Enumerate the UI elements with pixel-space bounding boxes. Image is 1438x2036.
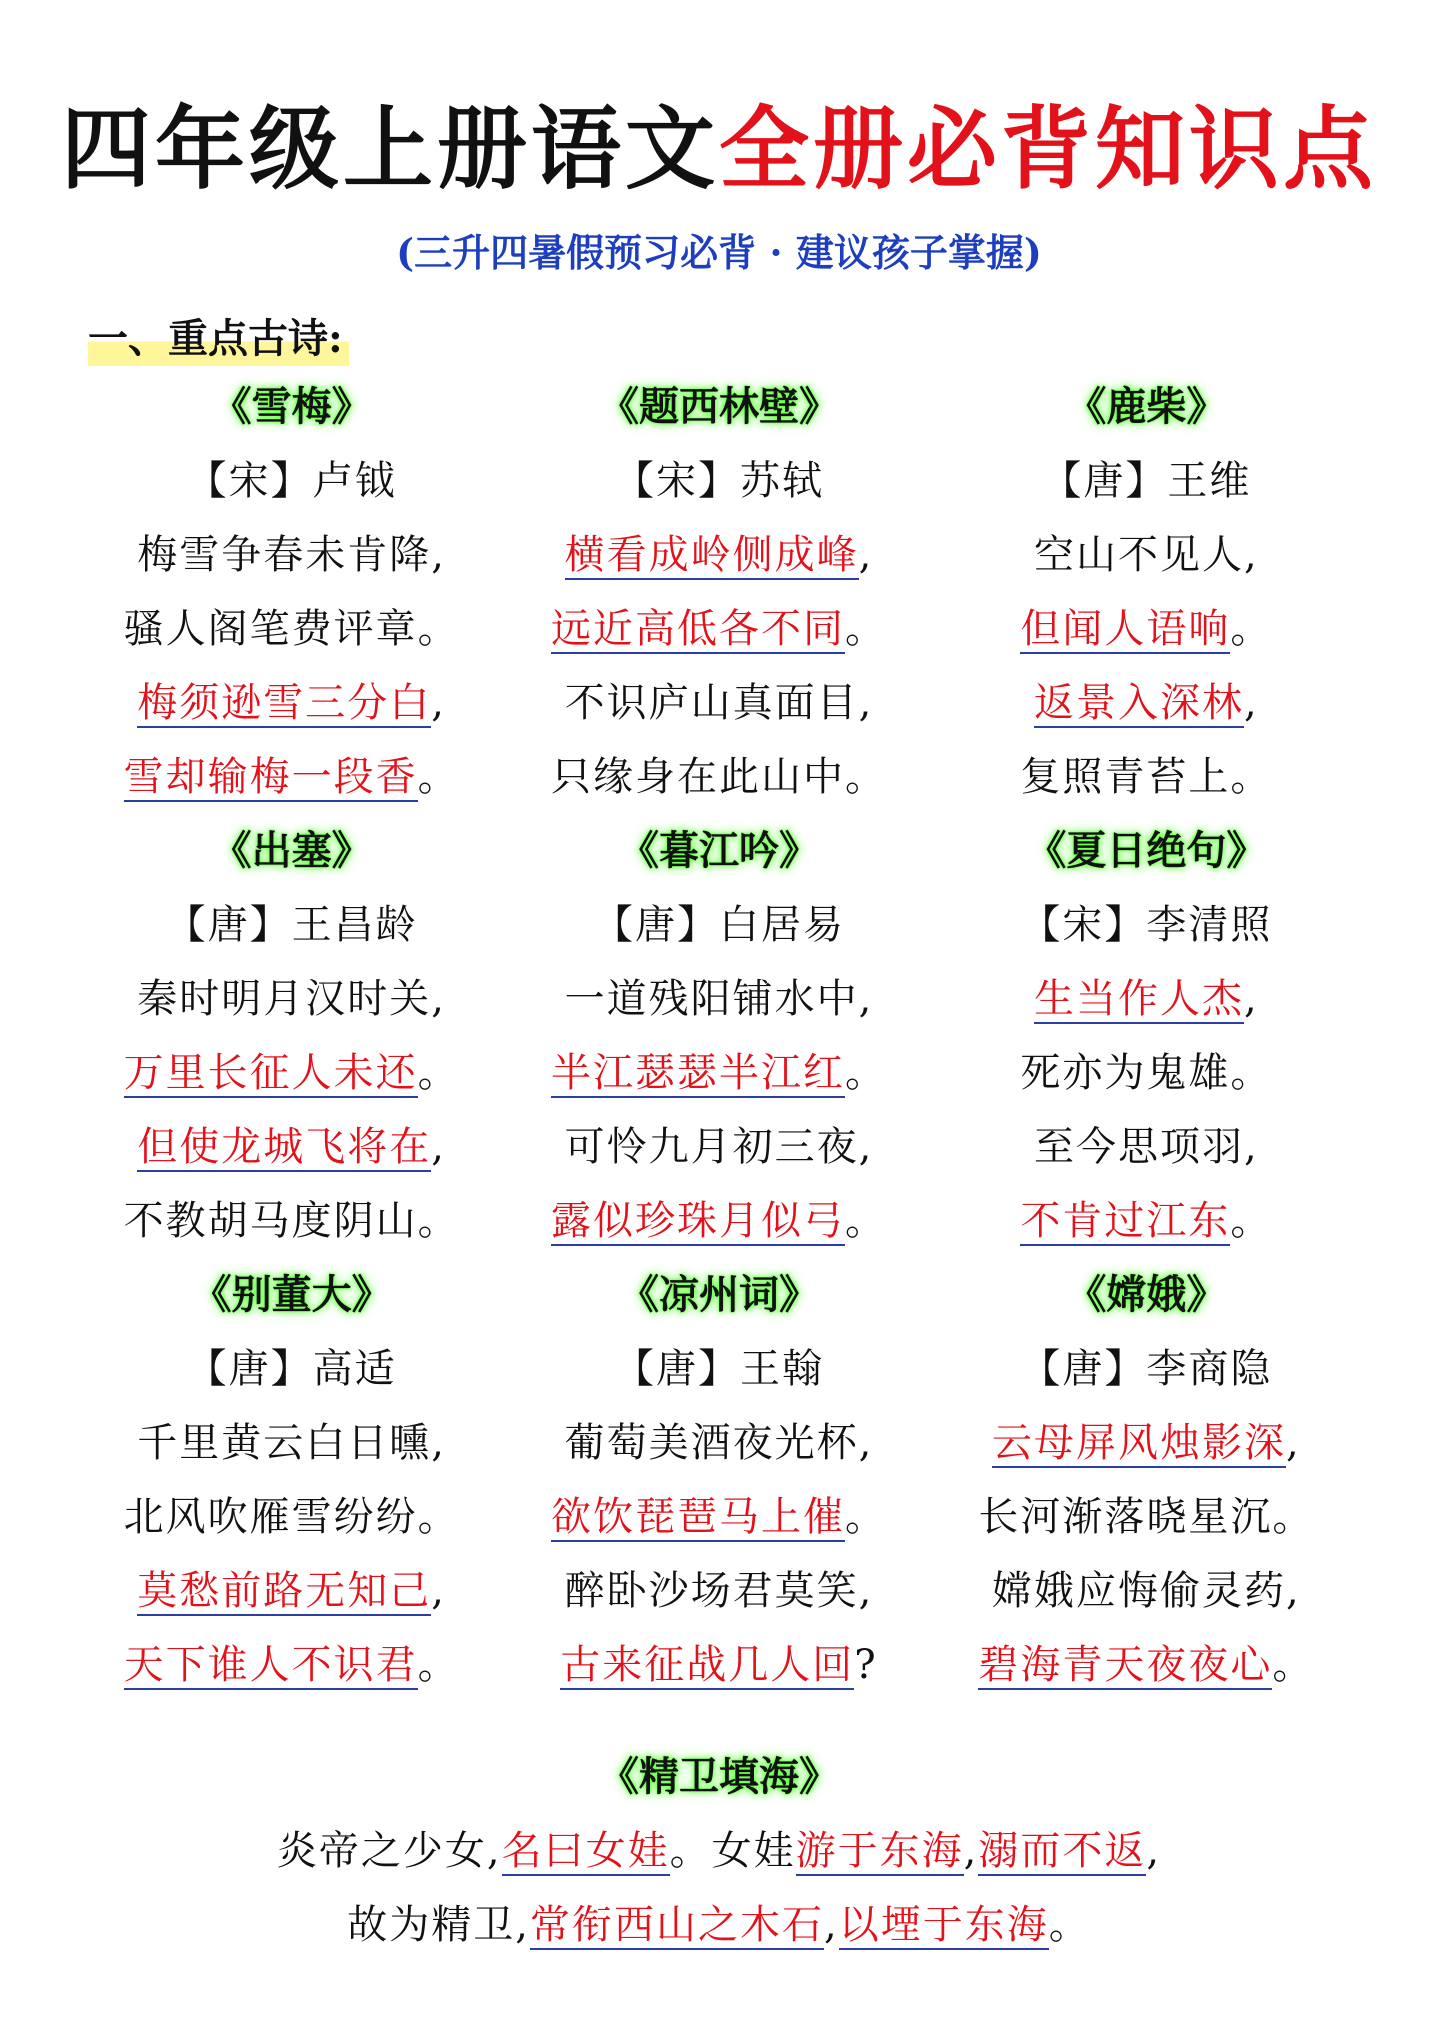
poem-line-text: 骚人阁笔费评章 [123,606,418,652]
poem-line [978,1636,1314,1694]
poem-line [565,526,874,584]
poem-line [1034,674,1259,732]
jingwei-title-wrap [0,1748,1438,1822]
poem-line-highlight: 远近高低各不同 [550,606,845,652]
poem-line-text: 复照青苔上 [1020,754,1231,800]
page-title [0,95,1438,205]
poem-title: 《别董大》 [191,1271,392,1318]
poem-line [124,748,460,806]
prose-text: 故为精卫, [347,1902,530,1948]
poem-line-text: 梅雪争春未肯降 [137,532,432,578]
poem-line-punct: 。 [1272,1494,1315,1540]
poem-line-text: 葡萄美酒夜光杯 [564,1420,859,1466]
poem [515,378,922,822]
page-subtitle: (三升四暑假预习必背 · 建议孩子掌握) [396,230,1042,275]
poem-grid [88,378,1350,1710]
poem-line-punct: , [1285,1568,1301,1614]
poem-line-text: 长河渐落晓星沉 [978,1494,1273,1540]
section-heading: 一、重点古诗: [88,312,349,366]
poem-line-punct: , [1243,976,1259,1022]
poem-line [565,1562,874,1620]
poem-line [1034,970,1259,1028]
poem-line [551,600,887,658]
poem-line [560,1636,877,1694]
poem-line [551,1192,887,1250]
poem-author: 【宋】卢钺 [186,458,397,504]
page-title-black: 四年级上册语文 [61,97,719,202]
jingwei-title: 《精卫填海》 [599,1753,839,1800]
poem-line-punct: , [1285,1420,1301,1466]
poem-line-punct: , [858,1124,874,1170]
poem-author: 【唐】李商隐 [1020,1346,1273,1392]
poem-line-highlight: 雪却输梅一段香 [123,754,418,800]
poem-line-punct: , [1243,680,1259,726]
poem-line-punct: 。 [844,1198,887,1244]
poem-line-text: 不识庐山真面目 [564,680,859,726]
poem-line-punct: , [858,1568,874,1614]
poem-line-punct: , [431,976,447,1022]
poem-title: 《暮江吟》 [618,827,819,874]
poem-line [565,674,874,732]
poem [943,1266,1350,1710]
poem-line-punct: 。 [1272,1642,1315,1688]
poem-author: 【唐】王维 [1041,458,1252,504]
poem-line [565,1414,874,1472]
poem-title: 《题西林壁》 [598,383,839,430]
poem-line [1020,1044,1272,1102]
prose-text: , [1146,1828,1162,1874]
poem-line-text: 千里黄云白日曛 [137,1420,432,1466]
poem-line [551,1488,887,1546]
poem-line-text: 可怜九月初三夜 [564,1124,859,1170]
poem-line [137,1562,446,1620]
poem-line-highlight: 返景入深林 [1033,680,1244,726]
prose-highlight: 以堙于东海 [838,1902,1049,1948]
poem-line-text: 死亦为鬼雄 [1020,1050,1231,1096]
prose-highlight: 溺而不返 [978,1828,1147,1874]
poem-line-highlight: 不肯过江东 [1020,1198,1231,1244]
poem [88,822,495,1266]
poem-line-punct: 。 [417,1494,460,1540]
poem-line-punct: , [431,680,447,726]
prose-text: 。女娃 [669,1828,796,1874]
poem-line-punct: , [858,1420,874,1466]
prose-highlight: 游于东海 [795,1828,964,1874]
poem-line-punct: , [1243,1124,1259,1170]
prose-highlight: 名曰女娃 [501,1828,670,1874]
poem-line [124,1636,460,1694]
poem-line-highlight: 万里长征人未还 [123,1050,418,1096]
poem [515,822,922,1266]
poem-line-punct: , [858,680,874,726]
poem-line [565,1118,874,1176]
poem-line [978,1488,1314,1546]
prose-text: , [963,1828,979,1874]
poem-author: 【唐】白居易 [592,902,845,948]
poem-line [124,1192,460,1250]
poem-line-text: 北风吹雁雪纷纷 [123,1494,418,1540]
poem-line [124,1488,460,1546]
poem-line-punct: , [1243,532,1259,578]
poem-line-punct: , [431,1124,447,1170]
jingwei-line-2 [0,1896,1438,1954]
poem-line [137,526,446,584]
poem-line [1034,526,1259,584]
prose-text: 炎帝之少女, [276,1828,502,1874]
poem [943,378,1350,822]
prose-text: 。 [1048,1902,1091,1948]
poem-line [992,1562,1301,1620]
poem-line [1020,600,1272,658]
poem-line-highlight: 欲饮琵琶马上催 [550,1494,845,1540]
poem-line-text: 秦时明月汉时关 [137,976,432,1022]
poem-line-punct: , [431,1568,447,1614]
poem-line-highlight: 碧海青天夜夜心 [978,1642,1273,1688]
poem-line-highlight: 莫愁前路无知己 [137,1568,432,1614]
poem-line-text: 只缘身在此山中 [550,754,845,800]
poem-line-text: 嫦娥应悔偷灵药 [991,1568,1286,1614]
poem-line-highlight: 但使龙城飞将在 [137,1124,432,1170]
poem-author: 【唐】高适 [186,1346,397,1392]
prose-text: , [824,1902,839,1948]
poem-title: 《凉州词》 [618,1271,819,1318]
poem [515,1266,922,1710]
poem-line [1020,1192,1272,1250]
poem-line-punct: 。 [417,1198,460,1244]
poem-line-punct: 。 [1230,754,1273,800]
poem-line-highlight: 生当作人杰 [1033,976,1244,1022]
poem [88,1266,495,1710]
poem-line-text: 至今思项羽 [1033,1124,1244,1170]
poem-line [124,600,460,658]
poem-line-highlight: 但闻人语响 [1020,606,1231,652]
poem-line-punct: , [431,1420,447,1466]
poem-line [551,748,887,806]
poem-line-punct: ? [854,1642,878,1688]
poem-line-highlight: 横看成岭侧成峰 [564,532,859,578]
poem-line-punct: , [431,532,447,578]
poem-line [992,1414,1301,1472]
poem-title: 《雪梅》 [211,383,372,430]
poem-author: 【唐】王昌龄 [165,902,418,948]
poem [943,822,1350,1266]
poem-line-punct: 。 [417,606,460,652]
poem-line-punct: 。 [844,754,887,800]
poem-line-punct: 。 [844,1494,887,1540]
poem-line [565,970,874,1028]
poem-line-punct: 。 [844,1050,887,1096]
poem-line-highlight: 露似珍珠月似弓 [550,1198,845,1244]
poem-line-punct: 。 [417,1050,460,1096]
poem-line-highlight: 梅须逊雪三分白 [137,680,432,726]
poem-line-punct: 。 [844,606,887,652]
poem-line-punct: , [858,532,874,578]
poem-line-punct: 。 [417,1642,460,1688]
poem-line [1020,748,1272,806]
poem-title: 《鹿柴》 [1066,383,1227,430]
poem-author: 【宋】苏轼 [613,458,824,504]
poem-line-text: 一道残阳铺水中 [564,976,859,1022]
poem-line-punct: 。 [1230,1050,1273,1096]
poem-line [124,1044,460,1102]
poem-line [551,1044,887,1102]
poem-line-text: 空山不见人 [1033,532,1244,578]
poem-title: 《嫦娥》 [1066,1271,1227,1318]
poem-title: 《夏日绝句》 [1026,827,1267,874]
page-title-red: 全册必背知识点 [719,97,1377,202]
poem-line-highlight: 古来征战几人回 [560,1642,855,1688]
poem-line-punct: 。 [1230,1198,1273,1244]
poem-author: 【唐】王翰 [613,1346,824,1392]
poem-line [137,1414,446,1472]
poem-line-highlight: 云母屏风烛影深 [991,1420,1286,1466]
poem-author: 【宋】李清照 [1020,902,1273,948]
poem-line [137,970,446,1028]
poem-line-highlight: 天下谁人不识君 [123,1642,418,1688]
poem-line-text: 醉卧沙场君莫笑 [564,1568,859,1614]
poem-line-punct: 。 [417,754,460,800]
poem-grid-container [88,378,1350,1710]
prose-highlight: 常衔西山之木石 [530,1902,824,1948]
poem-line [1034,1118,1259,1176]
poem-line-highlight: 半江瑟瑟半江红 [550,1050,845,1096]
poem-line-punct: , [858,976,874,1022]
poem-title: 《出塞》 [211,827,372,874]
poem-line [137,1118,446,1176]
poem-line-text: 不教胡马度阴山 [123,1198,418,1244]
poem-line-punct: 。 [1230,606,1273,652]
poem-line [137,674,446,732]
jingwei-line-1 [0,1822,1438,1880]
poem [88,378,495,822]
